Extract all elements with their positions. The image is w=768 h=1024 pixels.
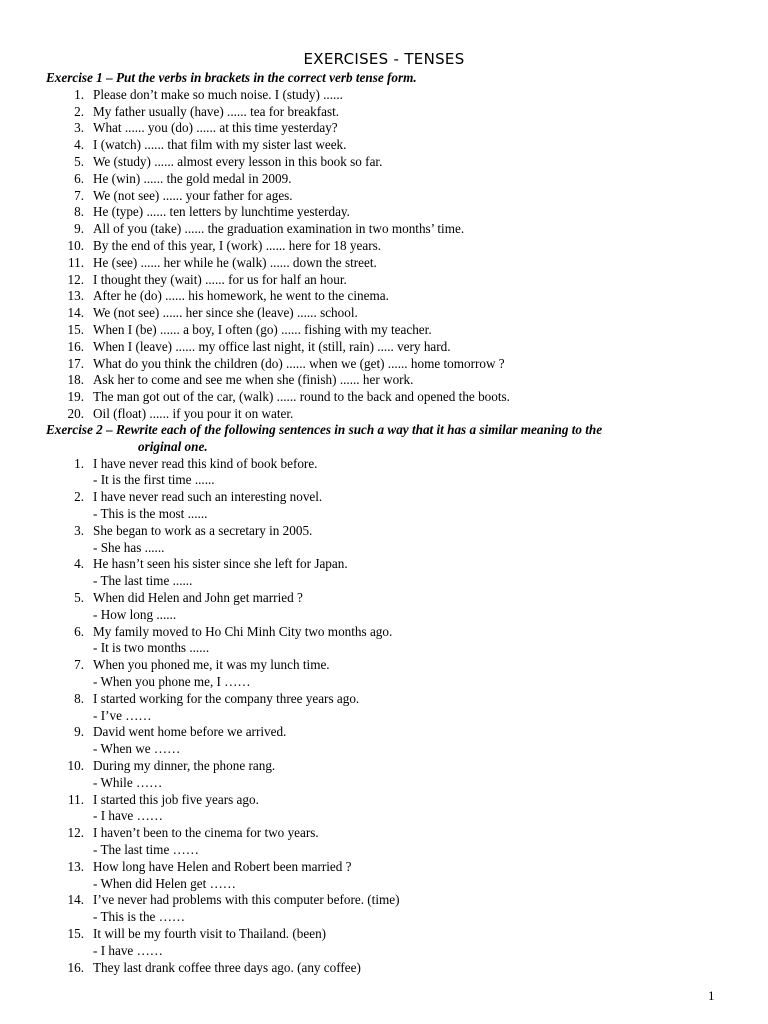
item-text: What ...... you (do) ...... at this time yesterday?	[93, 120, 338, 136]
exercise-1-item	[46, 372, 726, 389]
exercise-2-item	[46, 724, 726, 758]
item-number: 7.	[74, 187, 84, 203]
item-number: 1.	[74, 455, 84, 471]
rewrite-prompt: - It is two months ......	[93, 640, 210, 656]
item-text: I’ve never had problems with this computer before. (time)	[93, 892, 400, 908]
item-text: When I (leave) ...... my office last night, it (still, rain) ..... very hard.	[93, 338, 451, 354]
exercise-2-item	[46, 926, 726, 960]
item-number: 9.	[74, 221, 84, 237]
exercise-1-item	[46, 272, 726, 289]
item-text: David went home before we arrived.	[93, 724, 287, 740]
item-text: Please don’t make so much noise. I (study) ......	[93, 86, 343, 102]
rewrite-prompt: - It is the first time ......	[93, 472, 215, 488]
item-text: I have never read this kind of book before.	[93, 455, 318, 471]
rewrite-prompt: - How long ......	[93, 606, 177, 622]
item-text: The man got out of the car, (walk) ...... round to the back and opened the boots.	[93, 389, 510, 405]
item-number: 8.	[74, 204, 84, 220]
item-text: After he (do) ...... his homework, he went to the cinema.	[93, 288, 389, 304]
item-text: He (see) ...... her while he (walk) ...... down the street.	[93, 254, 377, 270]
item-number: 11.	[68, 791, 84, 807]
exercise-2-heading-line2: original one.	[138, 438, 208, 454]
exercise-1-item	[46, 137, 726, 154]
item-number: 5.	[74, 589, 84, 605]
item-text: By the end of this year, I (work) ...... here for 18 years.	[93, 237, 382, 253]
rewrite-prompt: - She has ......	[93, 539, 165, 555]
item-number: 4.	[74, 137, 84, 153]
exercise-1-item	[46, 238, 726, 255]
item-number: 15.	[67, 925, 84, 941]
item-number: 10.	[67, 237, 84, 253]
exercise-1	[46, 70, 726, 423]
item-text: I started working for the company three years ago.	[93, 690, 360, 706]
exercise-1-item	[46, 221, 726, 238]
rewrite-prompt: - I have ……	[93, 942, 163, 958]
item-number: 9.	[74, 724, 84, 740]
exercise-2-item	[46, 792, 726, 826]
exercise-2-item	[46, 590, 726, 624]
item-text: They last drank coffee three days ago. (any coffee)	[93, 959, 361, 975]
exercise-1-item	[46, 339, 726, 356]
exercise-2-heading-line1: Exercise 2 – Rewrite each of the following sentences in such a way that it has a similar meaning to the	[46, 422, 603, 437]
item-text: My father usually (have) ...... tea for breakfast.	[93, 103, 340, 119]
exercise-2-item	[46, 523, 726, 557]
rewrite-prompt: - The last time ……	[93, 841, 199, 857]
exercise-1-item	[46, 356, 726, 373]
exercise-1-item	[46, 87, 726, 104]
item-text: My family moved to Ho Chi Minh City two months ago.	[93, 623, 393, 639]
item-number: 3.	[74, 120, 84, 136]
item-text: We (not see) ...... her since she (leave) ...... school.	[93, 305, 358, 321]
item-text: During my dinner, the phone rang.	[93, 757, 276, 773]
rewrite-prompt: - This is the ……	[93, 909, 186, 925]
item-text: Ask her to come and see me when she (finish) ...... her work.	[93, 372, 414, 388]
item-number: 13.	[67, 858, 84, 874]
item-number: 8.	[74, 690, 84, 706]
item-number: 16.	[67, 959, 84, 975]
item-text: Oil (float) ...... if you pour it on water.	[93, 405, 294, 421]
item-text: When did Helen and John get married ?	[93, 589, 303, 605]
item-number: 14.	[67, 305, 84, 321]
item-text: We (not see) ...... your father for ages.	[93, 187, 293, 203]
rewrite-prompt: - I’ve ……	[93, 707, 152, 723]
exercise-2-item	[46, 657, 726, 691]
item-number: 4.	[74, 556, 84, 572]
exercise-1-item	[46, 104, 726, 121]
exercise-1-item	[46, 322, 726, 339]
exercise-2-item	[46, 892, 726, 926]
rewrite-prompt: - I have ……	[93, 808, 163, 824]
item-text: I have never read such an interesting novel.	[93, 489, 323, 505]
item-text: We (study) ...... almost every lesson in this book so far.	[93, 153, 383, 169]
exercise-1-item	[46, 389, 726, 406]
item-text: I thought they (wait) ...... for us for half an hour.	[93, 271, 347, 287]
exercise-2-item	[46, 489, 726, 523]
exercise-2-item	[46, 825, 726, 859]
item-number: 20.	[67, 405, 84, 421]
item-text: He hasn’t seen his sister since she left for Japan.	[93, 556, 348, 572]
item-number: 6.	[74, 170, 84, 186]
exercise-1-item	[46, 204, 726, 221]
item-text: What do you think the children (do) ...... when we (get) ...... home tomorrow ?	[93, 355, 505, 371]
item-text: It will be my fourth visit to Thailand. (been)	[93, 925, 327, 941]
exercise-2-item	[46, 960, 726, 977]
exercise-1-heading: Exercise 1 – Put the verbs in brackets in the correct verb tense form.	[46, 70, 417, 85]
item-text: When I (be) ...... a boy, I often (go) ...... fishing with my teacher.	[93, 321, 432, 337]
exercise-1-item	[46, 171, 726, 188]
exercise-2-item	[46, 556, 726, 590]
item-text: I started this job five years ago.	[93, 791, 259, 807]
item-text: How long have Helen and Robert been married ?	[93, 858, 352, 874]
exercise-2-heading	[46, 422, 726, 456]
exercise-1-item	[46, 305, 726, 322]
exercise-2-item	[46, 758, 726, 792]
exercise-2	[46, 422, 726, 976]
page-number: 1	[708, 988, 715, 1003]
item-number: 5.	[74, 153, 84, 169]
item-number: 2.	[74, 489, 84, 505]
exercise-1-item	[46, 188, 726, 205]
item-number: 14.	[67, 892, 84, 908]
item-text: I (watch) ...... that film with my sister last week.	[93, 137, 347, 153]
item-number: 12.	[67, 271, 84, 287]
rewrite-prompt: - When you phone me, I ……	[93, 673, 251, 689]
item-text: I haven’t been to the cinema for two years.	[93, 825, 319, 841]
item-number: 2.	[74, 103, 84, 119]
item-number: 6.	[74, 623, 84, 639]
exercise-2-item	[46, 859, 726, 893]
item-number: 17.	[67, 355, 84, 371]
exercise-1-item	[46, 406, 726, 423]
exercise-1-item	[46, 288, 726, 305]
item-text: He (type) ...... ten letters by lunchtime yesterday.	[93, 204, 350, 220]
item-text: He (win) ...... the gold medal in 2009.	[93, 170, 292, 186]
item-number: 15.	[67, 321, 84, 337]
item-number: 10.	[67, 757, 84, 773]
item-text: All of you (take) ...... the graduation examination in two months’ time.	[93, 221, 465, 237]
rewrite-prompt: - When did Helen get ……	[93, 875, 236, 891]
exercise-1-item	[46, 154, 726, 171]
exercise-1-item	[46, 120, 726, 137]
exercise-2-item	[46, 624, 726, 658]
rewrite-prompt: - When we ……	[93, 741, 181, 757]
item-text: She began to work as a secretary in 2005.	[93, 522, 313, 538]
exercise-1-item	[46, 255, 726, 272]
item-number: 7.	[74, 657, 84, 673]
exercise-1-list	[46, 87, 726, 423]
exercise-2-item	[46, 691, 726, 725]
rewrite-prompt: - This is the most ......	[93, 505, 208, 521]
item-number: 3.	[74, 522, 84, 538]
exercise-2-list	[46, 456, 726, 977]
item-number: 12.	[67, 825, 84, 841]
rewrite-prompt: - The last time ......	[93, 573, 193, 589]
item-number: 19.	[67, 389, 84, 405]
page-title: EXERCISES - TENSES	[303, 50, 465, 68]
item-number: 16.	[67, 338, 84, 354]
rewrite-prompt: - While ……	[93, 774, 163, 790]
exercise-2-item	[46, 456, 726, 490]
item-text: When you phoned me, it was my lunch time.	[93, 657, 330, 673]
item-number: 13.	[67, 288, 84, 304]
item-number: 1.	[74, 86, 84, 102]
item-number: 18.	[67, 372, 84, 388]
item-number: 11.	[68, 254, 84, 270]
